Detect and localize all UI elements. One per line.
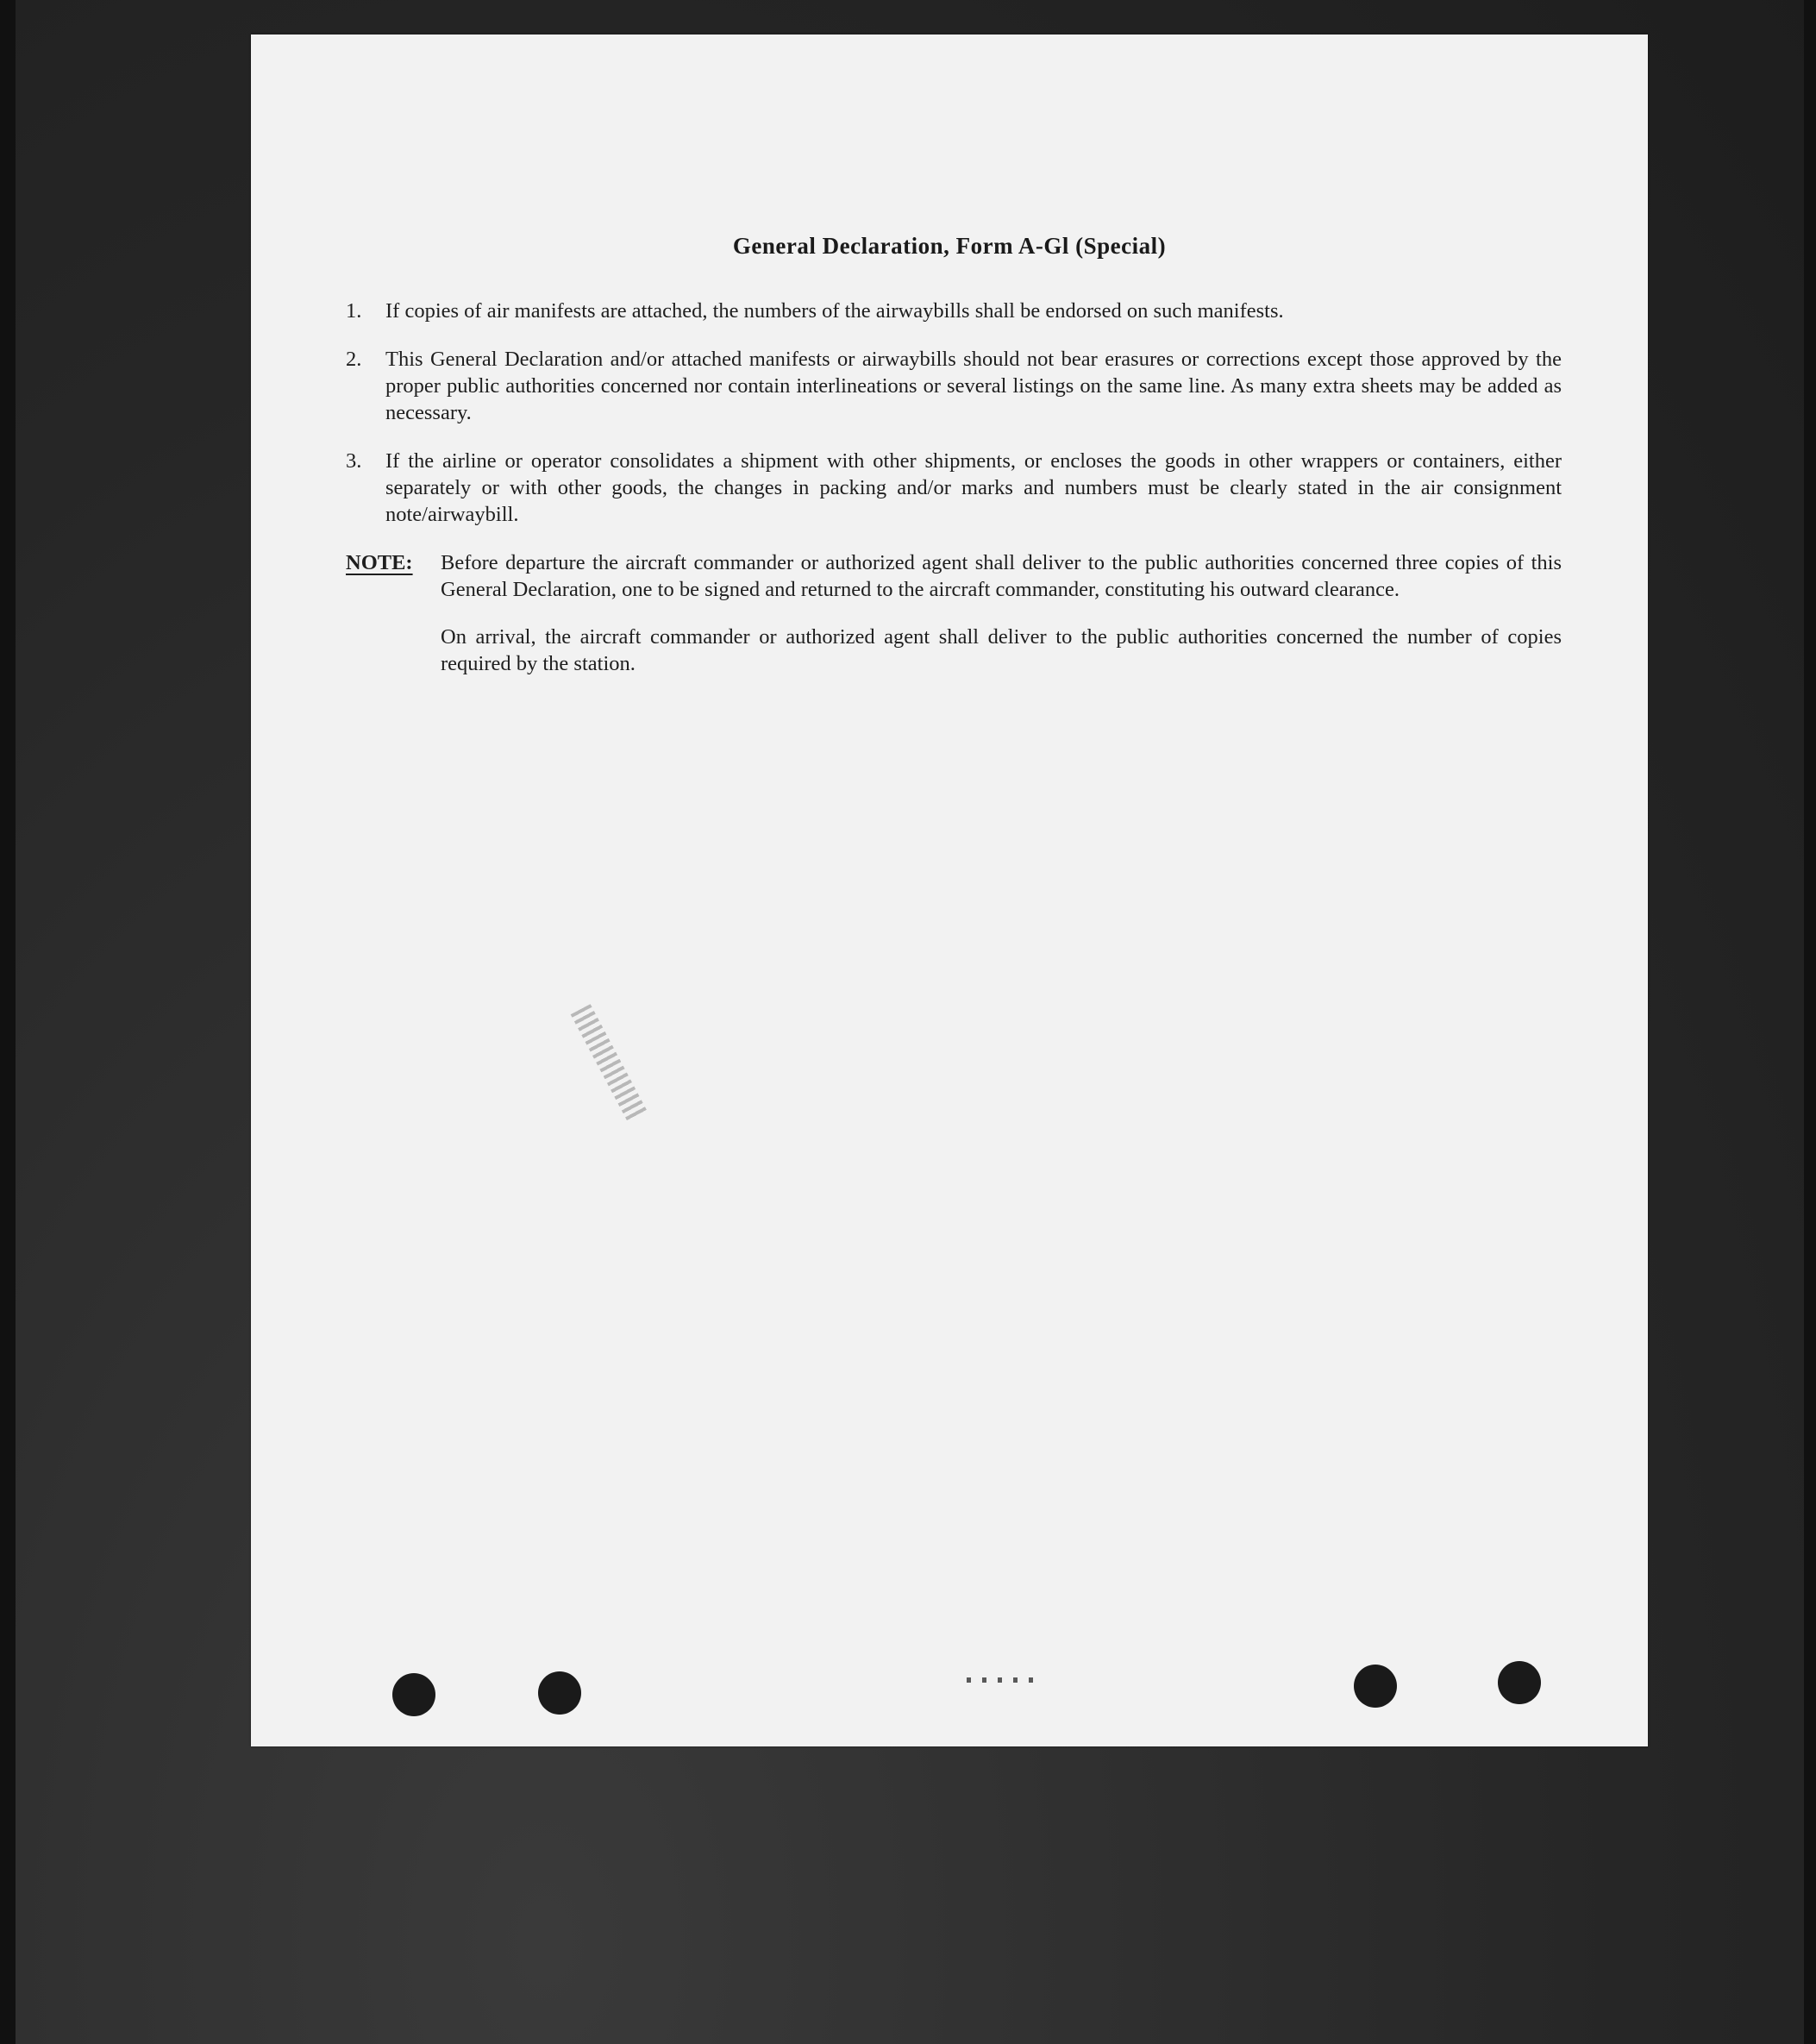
scan-edge-right: [1804, 0, 1816, 2044]
item-text: If the airline or operator consolidates a shipment with other shipments, or encloses the goods in other wrappers or containers, either separately or with other goods, the changes in packing and/or marks and numbers must be clearly stated in the air consignment note/airwaybill.: [385, 449, 1562, 526]
item-text: This General Declaration and/or attached manifests or airwaybills should not bear erasures or corrections except those approved by the proper public authorities concerned nor contain interlineations or several listings on the same line. As many extra sheets may be added as necessary.: [385, 348, 1562, 424]
item-number: 3.: [346, 449, 362, 473]
punch-hole: [1354, 1665, 1397, 1708]
ink-smudge: [571, 1004, 648, 1121]
instruction-item: [346, 346, 1562, 426]
item-number: 1.: [346, 299, 362, 323]
punch-hole: [392, 1673, 435, 1716]
item-number: 2.: [346, 348, 362, 371]
punch-hole: [1498, 1661, 1541, 1704]
scan-edge-left: [0, 0, 16, 2044]
instruction-item: [346, 298, 1562, 324]
note-label: NOTE:: [346, 551, 413, 574]
note-section: [346, 549, 1562, 698]
document-page: [251, 34, 1648, 1746]
dust-specks: [967, 1677, 1036, 1683]
note-paragraph: Before departure the aircraft commander or authorized agent shall deliver to the public authorities concerned three copies of this General Declaration, one to be signed and returned to the aircraft commander, constituting his outward clearance.: [441, 551, 1562, 601]
document-title: General Declaration, Form A-Gl (Special): [732, 233, 1167, 259]
instruction-list: [346, 298, 1562, 698]
punch-hole: [538, 1671, 581, 1715]
note-paragraph: On arrival, the aircraft commander or authorized agent shall deliver to the public authorities concerned the number of copies required by the station.: [441, 625, 1562, 675]
note-body: [441, 549, 1562, 698]
instruction-item: [346, 448, 1562, 528]
item-text: If copies of air manifests are attached, the numbers of the airwaybills shall be endorsed on such manifests.: [385, 299, 1284, 323]
